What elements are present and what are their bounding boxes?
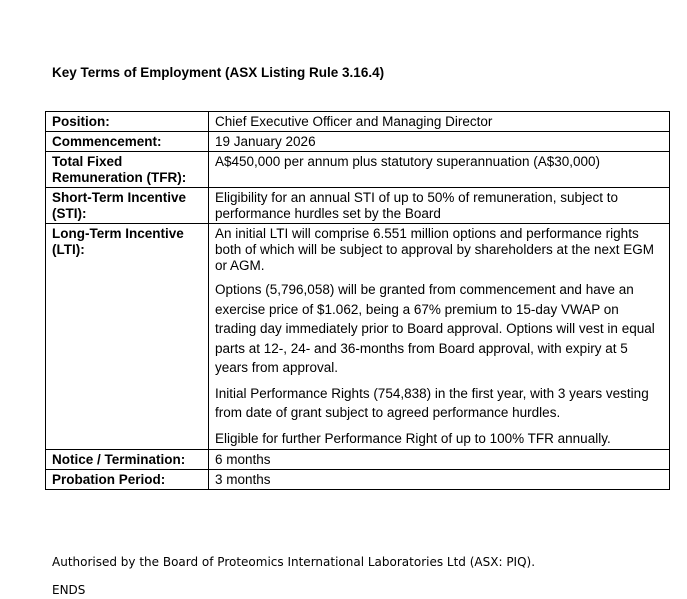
ends-marker: ENDS <box>52 583 86 597</box>
row-value-notice: 6 months <box>209 450 670 470</box>
employment-terms-table <box>45 111 670 490</box>
row-label-probation: Probation Period: <box>46 470 209 490</box>
row-label-lti: Long-Term Incentive (LTI): <box>46 224 209 450</box>
authorisation-statement: Authorised by the Board of Proteomics International Laboratories Ltd (ASX: PIQ). <box>52 555 536 569</box>
row-value-probation: 3 months <box>209 470 670 490</box>
row-label-notice: Notice / Termination: <box>46 450 209 470</box>
table-row-probation <box>46 470 670 490</box>
section-heading: Key Terms of Employment (ASX Listing Rule 3.16.4) <box>52 65 385 80</box>
lti-paragraph-2: Options (5,796,058) will be granted from commencement and have an exercise price of $1.062, being a 67% premium to 15-day VWAP on trading day immediately prior to Board approval. Options will vest in equal parts at 12-, 24- and 36-months from Board approval, with expiry at 5 years from approval. <box>215 282 655 375</box>
row-value-position: Chief Executive Officer and Managing Director <box>209 112 670 132</box>
table-row-sti <box>46 188 670 224</box>
table-row-lti <box>46 224 670 450</box>
row-label-sti: Short-Term Incentive (STI): <box>46 188 209 224</box>
lti-paragraph-3: Initial Performance Rights (754,838) in the first year, with 3 years vesting from date of grant subject to agreed performance hurdles. <box>215 385 649 420</box>
table-row-tfr <box>46 152 670 188</box>
row-label-commencement: Commencement: <box>46 132 209 152</box>
row-value-sti: Eligibility for an annual STI of up to 50% of remuneration, subject to performance hurdles set by the Board <box>209 188 670 224</box>
row-label-position: Position: <box>46 112 209 132</box>
lti-paragraph-4: Eligible for further Performance Right of up to 100% TFR annually. <box>215 430 611 446</box>
row-value-tfr: A$450,000 per annum plus statutory superannuation (A$30,000) <box>209 152 670 188</box>
row-value-commencement: 19 January 2026 <box>209 132 670 152</box>
table-row-notice <box>46 450 670 470</box>
table-row-position <box>46 112 670 132</box>
table-row-commencement <box>46 132 670 152</box>
lti-paragraph-1: An initial LTI will comprise 6.551 million options and performance rights both of which will be subject to approval by shareholders at the next EGM or AGM. <box>215 226 654 273</box>
row-value-lti <box>209 224 670 450</box>
row-label-tfr: Total Fixed Remuneration (TFR): <box>46 152 209 188</box>
